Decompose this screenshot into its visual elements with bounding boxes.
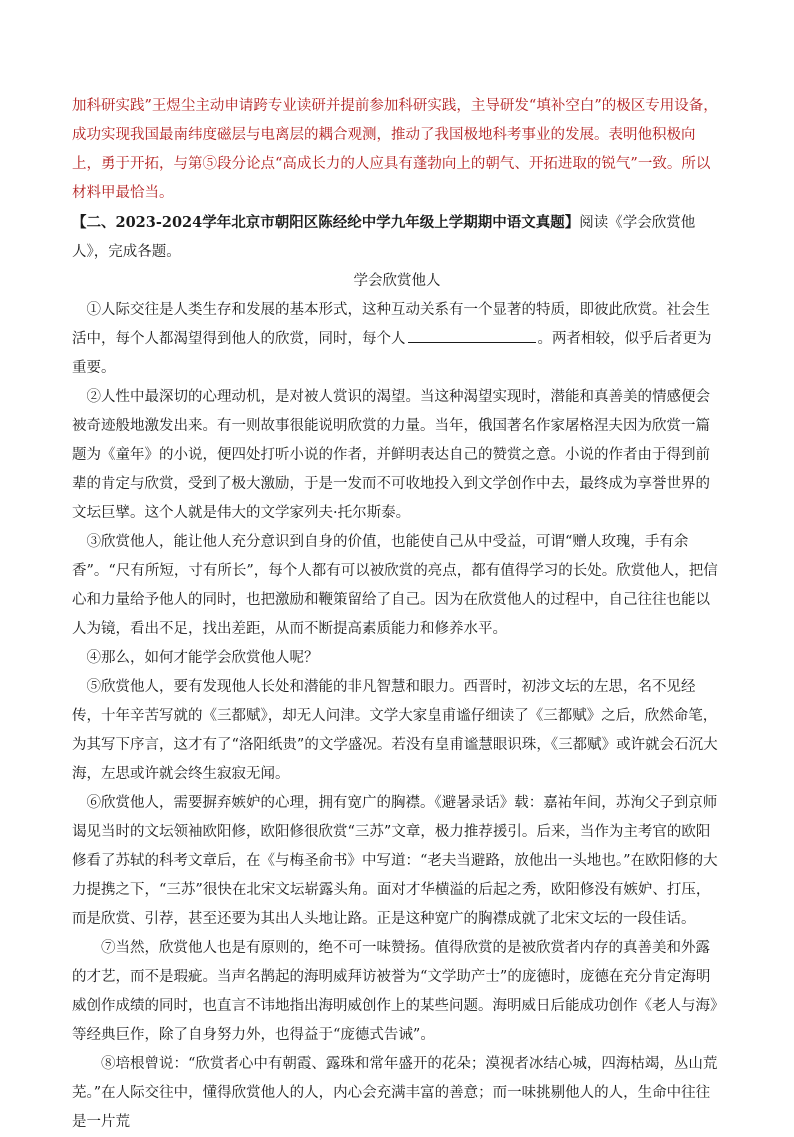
source-title: 【二、2023-2024学年北京市朝阳区陈经纶中学九年级上学期期中语文真题】 bbox=[72, 214, 580, 231]
paragraph-1-text-before: ①人际交往是人类生存和发展的基本形式，这种互动关系有一个显著的特质，即彼此欣赏。社会生活中，每个人都渴望得到他人的欣赏，同时，每个人 bbox=[72, 302, 710, 347]
paragraph-1-text-after: 。两者相较，似乎后者更为重要。 bbox=[72, 331, 712, 376]
paragraph-3: ③欣赏他人，能让他人充分意识到自身的价值，也能使自己从中受益，可谓“赠人玫瑰，手有余香”。“尺有所短，寸有所长”，每个人都有可以被欣赏的亮点，都有值得学习的长处。欣赏他人，把信心和力量给予他人的同时，也把激励和鞭策留给了自己。因为在欣赏他人的过程中，自己往往也能以人为镜，看出不足，找出差距，从而不断提高素质能力和修养水平。 bbox=[72, 534, 718, 637]
paragraph-6: ⑥欣赏他人，需要摒弃嫉妒的心理，拥有宽广的胸襟。《避暑录话》载：嘉祐年间，苏洵父子到京师谒见当时的文坛领袖欧阳修，欧阳修很欣赏“三苏”文章，极力推荐援引。后来，当作为主考官的欧阳修看了苏轼的科考文章后，在《与梅圣俞书》中写道：“老夫当避路，放他出一头地也。”在欧阳修的大力提携之下，“三苏”很快在北宋文坛崭露头角。面对才华横溢的后起之秀，欧阳修没有嫉妒、打压，而是欣赏、引荐，甚至还要为其出人头地让路。正是这种宽广的胸襟成就了北宋文坛的一段佳话。 bbox=[72, 795, 718, 927]
paragraph-1 bbox=[72, 296, 722, 383]
document-page bbox=[72, 92, 722, 1137]
paragraph-4: ④那么，如何才能学会欣赏他人呢？ bbox=[86, 650, 319, 666]
paragraph-2: ②人性中最深切的心理动机，是对被人赏识的渴望。当这种渴望实现时，潜能和真善美的情感便会被奇迹般地激发出来。有一则故事很能说明欣赏的力量。当年，俄国著名作家屠格涅夫因为欣赏一篇题为《童年》的小说，便四处打听小说的作者，并鲜明表达自己的赞赏之意。小说的作者由于得到前辈的肯定与欣赏，受到了极大激励，于是一发而不可收地投入到文学创作中去，最终成为享誉世界的文坛巨擘。这个人就是伟大的文学家列夫·托尔斯泰。 bbox=[72, 389, 710, 521]
source-instruction: 阅读《学会欣赏他人》，完成各题。 bbox=[72, 215, 696, 260]
fill-in-blank bbox=[408, 328, 536, 343]
paragraph-5: ⑤欣赏他人，要有发现他人长处和潜能的非凡智慧和眼力。西晋时，初涉文坛的左思，名不见经传，十年辛苦写就的《三都赋》，却无人问津。文学大家皇甫谧仔细读了《三都赋》之后，欣然命笔，为其写下序言，这才有了“洛阳纸贵”的文学盛况。若没有皇甫谧慧眼识珠，《三都赋》或许就会石沉大海，左思或许就会终生寂寂无闻。 bbox=[72, 679, 718, 782]
question-source-line bbox=[72, 208, 722, 267]
paragraph-7: ⑦当然，欣赏他人也是有原则的，绝不可一味赞扬。值得欣赏的是被欣赏者内存的真善美和外露的才艺，而不是瑕疵。当声名鹊起的海明威拜访被誉为“文学助产士”的庞德时，庞德在充分肯定海明威创作成绩的同时，也直言不讳地指出海明威创作上的某些问题。海明威日后能成功创作《老人与海》等经典巨作，除了自身努力外，也得益于“庞德式告诫”。 bbox=[72, 940, 718, 1043]
paragraph-8: ⑧培根曾说：“欣赏者心中有朝霞、露珠和常年盛开的花朵；漠视者冰结心城，四海枯竭，丛山荒芜。”在人际交往中，懂得欣赏他人的人，内心会充满丰富的善意；而一味挑剔他人的人，生命中往往是一片荒 bbox=[72, 1056, 718, 1130]
answer-analysis-text: 加科研实践”王煜尘主动申请跨专业读研并提前参加科研实践，主导研发“填补空白”的极区专用设备，成功实现我国最南纬度磁层与电离层的耦合观测，推动了我国极地科考事业的发展。表明他积极向上，勇于开拓，与第⑤段分论点“高成长力的人应具有蓬勃向上的朝气、开拓进取的锐气”一致。所以材料甲最恰当。 bbox=[72, 98, 718, 201]
article-title: 学会欣赏他人 bbox=[353, 273, 441, 289]
